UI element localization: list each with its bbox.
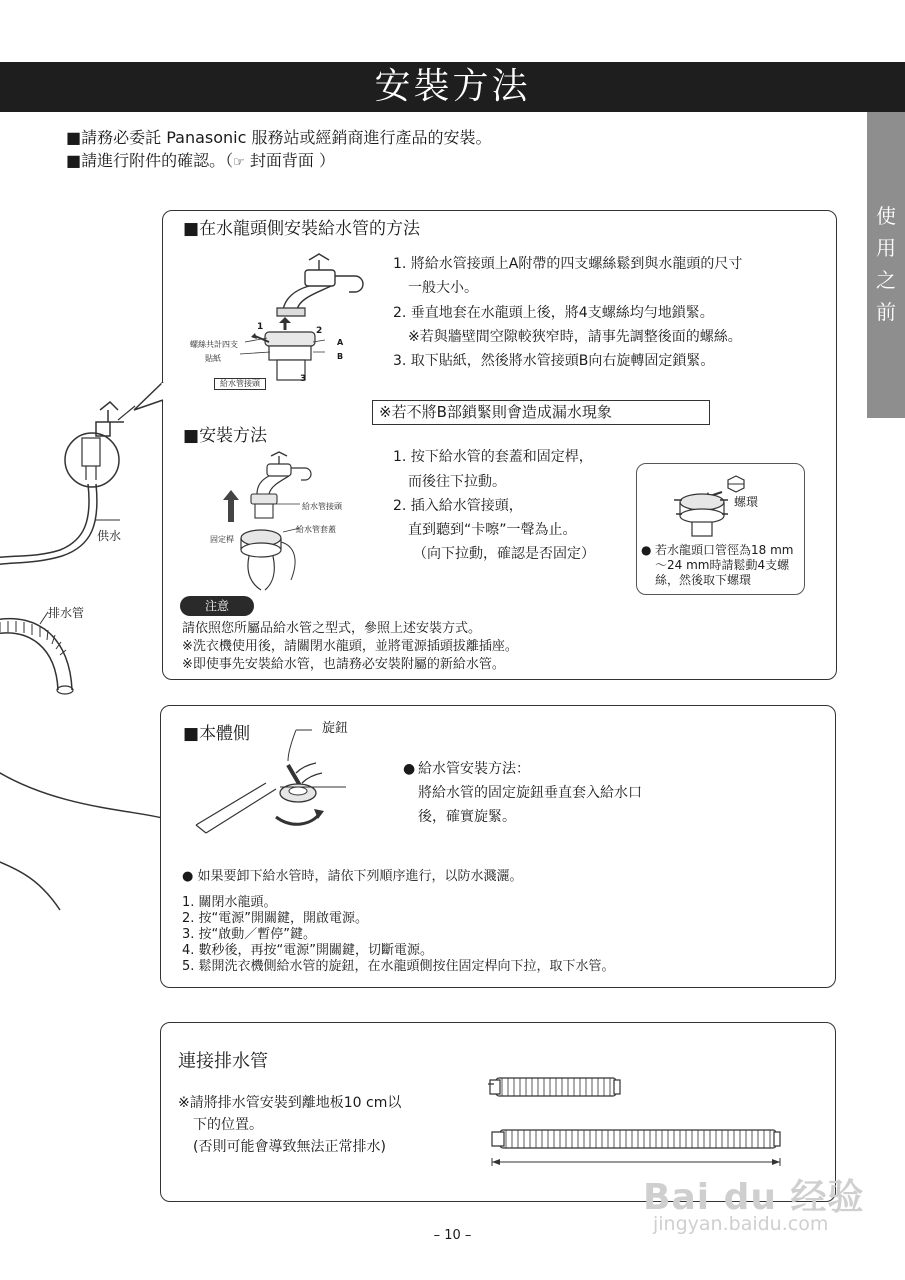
ring-note-1: 若水龍頭口管徑為18 mm <box>655 543 794 557</box>
watermark-logo: Bai du 经验 <box>643 1177 865 1218</box>
drain-heading: 連接排水管 <box>178 1051 268 1072</box>
label-a: A <box>337 338 344 347</box>
drain-line-1: ※請將排水管安裝到離地板10 cm以 <box>178 1095 402 1111</box>
bullet-square <box>183 219 199 239</box>
bullet-square <box>183 426 199 446</box>
supply-label: 供水 <box>97 529 122 543</box>
label-n2: 2 <box>316 326 323 336</box>
caution-line-2: ※洗衣機使用後，請關閉水龍頭，並將電源插頭拔離插座。 <box>182 639 518 654</box>
ring-inset <box>636 463 805 595</box>
supply-hose <box>0 484 89 558</box>
intro-line-1 <box>66 127 492 149</box>
knob-label: 旋鈕 <box>322 721 349 736</box>
long-drain-hose <box>492 1130 780 1148</box>
install-step-1b: 而後往下拉動。 <box>408 474 506 490</box>
label-connector: 給水管接頭 <box>214 378 266 390</box>
faucet-section-heading-text: 在水龍頭側安裝給水管的方法 <box>199 219 421 239</box>
label-b: B <box>337 352 344 361</box>
short-drain-hose <box>488 1078 620 1096</box>
side-tab-char: 用 <box>876 236 896 260</box>
install-step-2b: 直到聽到“卡嚓”一聲為止。 <box>408 522 577 538</box>
page-title: 安裝方法 <box>374 66 531 107</box>
intro-line-2 <box>66 150 335 174</box>
label-n3: 3 <box>300 374 307 384</box>
caution-badge: 注意 <box>180 596 254 616</box>
drain-hose-label: 排水管 <box>48 606 85 620</box>
install-method-diagram <box>205 450 315 590</box>
label-sticker: 貼紙 <box>205 354 221 363</box>
leak-warning: ※若不將B部鎖緊則會造成漏水現象 <box>372 400 710 425</box>
remove-step-1: 1. 關閉水龍頭。 <box>182 895 277 910</box>
side-tab <box>867 112 905 418</box>
method-line-1: 將給水管的固定旋鈕垂直套入給水口 <box>418 785 642 801</box>
pointing-hand-icon: ☞ <box>233 155 245 170</box>
intro-text-2b: 封面背面 ） <box>244 151 335 170</box>
side-tab-char: 前 <box>876 300 896 324</box>
install-step-2: 2. 插入給水管接頭， <box>393 498 523 514</box>
label-fixing-rod: 固定桿 <box>210 535 234 544</box>
faucet-step-3: 3. 取下貼紙，然後將水管接頭B向右旋轉固定鎖緊。 <box>393 353 715 369</box>
side-tab-char: 之 <box>876 268 896 292</box>
drain-line-3: (否則可能會導致無法正常排水) <box>193 1139 386 1155</box>
install-step-2-note: （向下拉動，確認是否固定） <box>413 546 595 562</box>
remove-step-4: 4. 數秒後，再按“電源”開關鍵，切斷電源。 <box>182 943 434 958</box>
install-section-heading-text: 安裝方法 <box>199 426 268 446</box>
caution-line-1: 請依照您所屬品給水管之型式，參照上述安裝方式。 <box>182 621 482 636</box>
body-section-heading-text: 本體側 <box>199 724 251 744</box>
intro-text-2a: 請進行附件的確認。（ <box>81 151 234 170</box>
install-step-1: 1. 按下給水管的套蓋和固定桿， <box>393 449 593 465</box>
ring-note-3: 絲，然後取下螺環 <box>655 573 752 587</box>
title-bar <box>0 62 905 112</box>
faucet-step-1: 1. 將給水管接頭上A附帶的四支螺絲鬆到與水龍頭的尺寸 <box>393 256 743 272</box>
remove-step-5: 5. 鬆開洗衣機側給水管的旋鈕，在水龍頭側按住固定桿向下拉，取下水管。 <box>182 959 615 974</box>
intro-text-1: 請務必委託 Panasonic 服務站或經銷商進行產品的安裝。 <box>81 128 492 147</box>
remove-step-2: 2. 按“電源”開關鍵，開啟電源。 <box>182 911 369 926</box>
watermark-url: jingyan.baidu.com <box>653 1213 829 1235</box>
method-bullet: ● <box>403 761 416 777</box>
machine-body-outline <box>0 770 170 820</box>
ring-label: 螺環 <box>734 495 759 509</box>
magnifier-circle <box>65 433 119 487</box>
label-install-cover: 給水管套蓋 <box>296 525 336 534</box>
method-line-2: 後，確實旋緊。 <box>418 809 516 825</box>
bubble-pointer <box>132 380 172 420</box>
page-number: – 10 – <box>433 1228 472 1243</box>
label-n1: 1 <box>257 322 264 332</box>
caution-line-3: ※即使事先安裝給水管，也請務必安裝附屬的新給水管。 <box>182 657 505 672</box>
side-tab-char: 使 <box>876 204 896 228</box>
knob-diagram <box>196 725 346 850</box>
faucet-section-heading <box>183 214 420 239</box>
faucet-step-1b: 一般大小。 <box>408 280 478 296</box>
remove-note: ● 如果要卸下給水管時，請依下列順序進行，以防水濺灑。 <box>182 869 523 884</box>
side-tab-label <box>867 200 905 328</box>
ring-note-2: ～24 mm時請鬆動4支螺 <box>655 558 790 572</box>
drain-line-2: 下的位置。 <box>193 1117 263 1133</box>
bullet-square <box>66 128 81 147</box>
remove-step-3: 3. 按“啟動／暫停”鍵。 <box>182 927 317 942</box>
faucet-step-2-note: ※若與牆壁間空隙較狹窄時，請事先調整後面的螺絲。 <box>408 329 742 345</box>
bullet-square <box>66 151 81 170</box>
label-screws: 螺絲共計四支 <box>190 340 238 349</box>
method-title: 給水管安裝方法： <box>418 761 530 777</box>
faucet-step-2: 2. 垂直地套在水龍頭上後，將4支螺絲均勻地鎖緊。 <box>393 305 714 321</box>
washer-hose-illustration <box>0 390 170 950</box>
label-install-connector: 給水管接頭 <box>302 502 342 511</box>
drain-hose-diagram <box>488 1068 788 1178</box>
install-section-heading <box>183 421 267 446</box>
ring-bullet: ● <box>641 543 652 557</box>
